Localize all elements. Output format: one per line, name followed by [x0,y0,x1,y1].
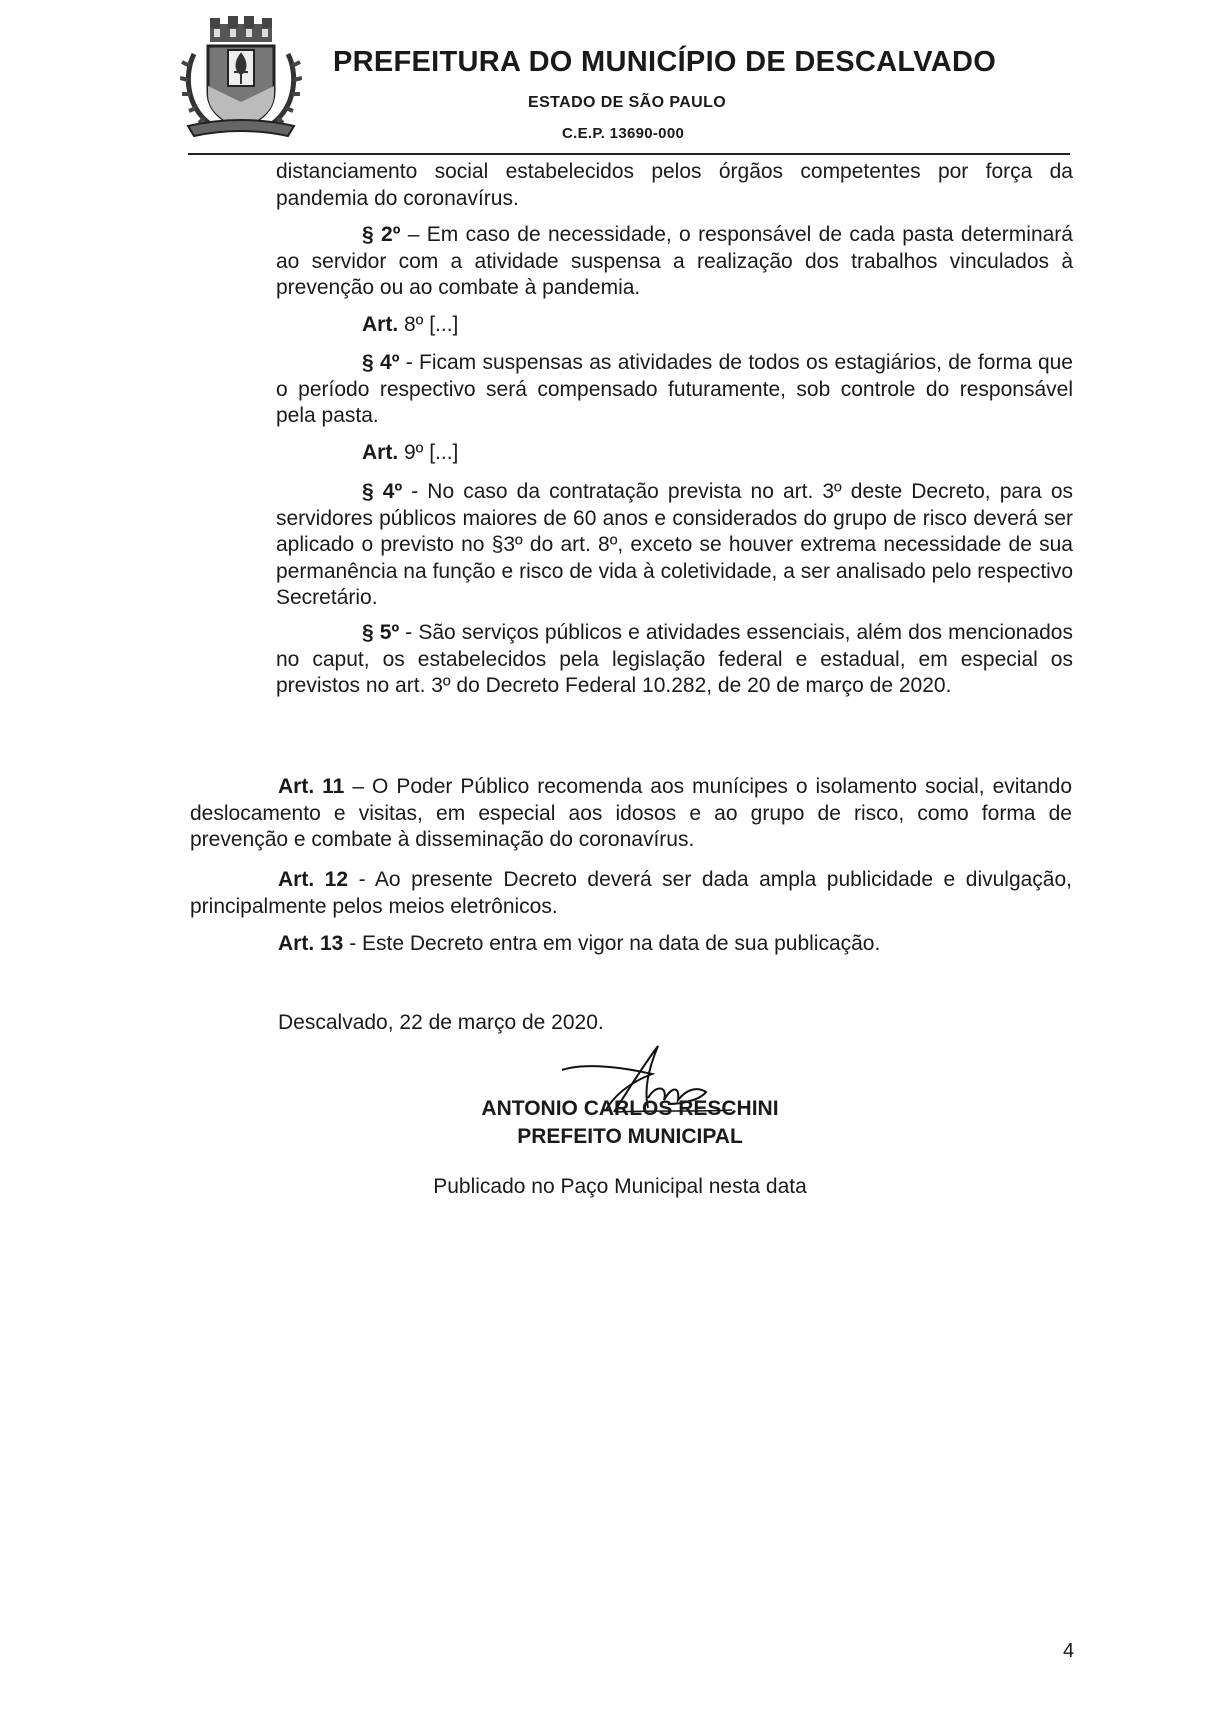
postal-code-line: C.E.P. 13690-000 [562,125,685,142]
paragraph-2 [276,222,1073,302]
signer-name: ANTONIO CARLOS RESCHINI [481,1097,779,1120]
article-9-rest: 9º [...] [398,441,459,464]
paragraph-3-mark: § 4º [362,351,400,374]
article-12 [190,867,1072,920]
paragraph-continuation: distanciamento social estabelecidos pelos órgãos competentes por força da pandemia do coronavírus. [276,160,1073,210]
paragraph-5-text: - São serviços públicos e atividades essenciais, além dos mencionados no caput, os estabelecidos pela legislação federal e estadual, em especial os previstos no art. 3º do Decreto Federal 10.282, de 20 de março de 2020. [276,621,1073,697]
article-8-heading [362,312,458,339]
header-divider [188,153,1070,155]
article-12-label: Art. 12 [278,868,349,891]
article-9-label: Art. [362,441,399,464]
article-8-label: Art. [362,313,399,336]
paragraph-4-mark: § 4º [362,480,403,503]
paragraph-4-text: - No caso da contratação prevista no art. 3º deste Decreto, para os servidores públicos maiores de 60 anos e considerados do grupo de risco deverá ser aplicado o previsto no §3º do art. 8º, exceto se houver extrema necessidade de sua permanência na função e risco de vida à coletividade, a ser analisado pelo respectivo Secretário. [276,480,1073,609]
article-11 [190,774,1072,854]
article-8-rest: 8º [...] [398,313,459,336]
place-and-date: Descalvado, 22 de março de 2020. [278,1011,604,1034]
paragraph-3 [276,350,1073,430]
article-9-heading [362,440,458,467]
coat-of-arms-icon [180,14,302,142]
article-13-text: - Este Decreto entra em vigor na data de sua publicação. [343,932,881,955]
municipality-title: PREFEITURA DO MUNICÍPIO DE DESCALVADO [333,46,997,78]
article-11-text: – O Poder Público recomenda aos munícipes o isolamento social, evitando deslocamento e visitas, em especial aos idosos e ao grupo de risco, como forma de prevenção e combate à disseminação do coronavírus. [190,775,1072,851]
article-13 [278,931,880,958]
page-number: 4 [1063,1640,1075,1662]
publication-note: Publicado no Paço Municipal nesta data [433,1175,807,1198]
paragraph-5 [276,620,1073,700]
paragraph-2-mark: § 2º [362,223,401,246]
article-13-label: Art. 13 [278,932,344,955]
article-11-label: Art. 11 [278,775,345,798]
paragraph-5-mark: § 5º [362,621,400,644]
paragraph-3-text: - Ficam suspensas as atividades de todos os estagiários, de forma que o período respectivo será compensado futuramente, sob controle do responsável pela pasta. [276,351,1073,427]
paragraph-4 [276,479,1073,612]
state-line: ESTADO DE SÃO PAULO [528,94,727,111]
article-12-text: - Ao presente Decreto deverá ser dada ampla publicidade e divulgação, principalmente pelos meios eletrônicos. [190,868,1073,918]
signer-title: PREFEITO MUNICIPAL [517,1125,743,1148]
paragraph-2-text: – Em caso de necessidade, o responsável de cada pasta determinará ao servidor com a atividade suspensa a realização dos trabalhos vinculados à prevenção ou ao combate à pandemia. [276,223,1073,299]
